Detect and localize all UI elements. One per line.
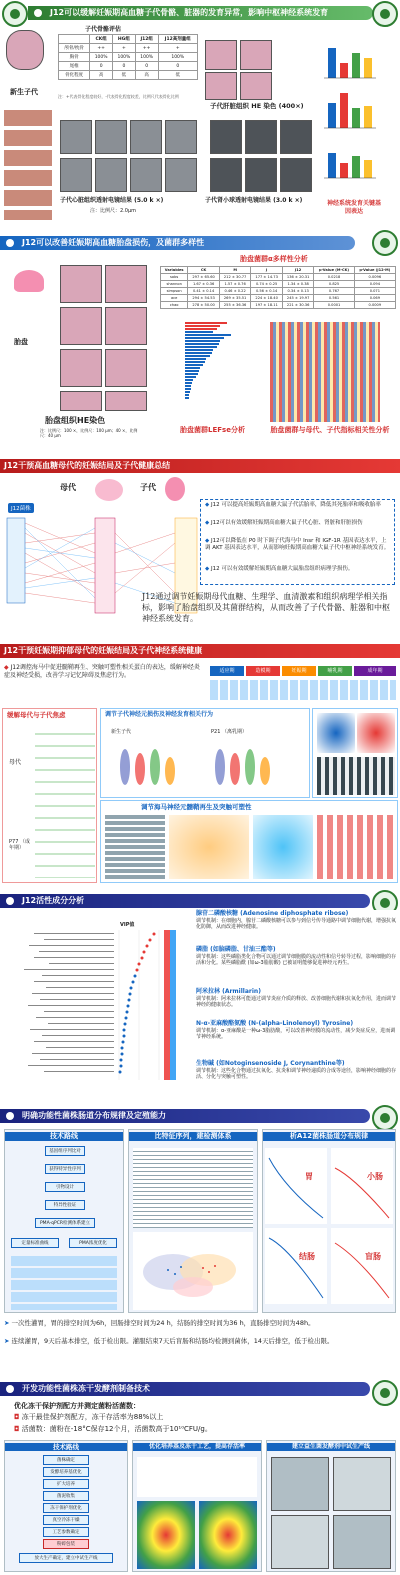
summary-point: ◆ J12 可以提高妊娠期高血糖大鼠子代活胎率，降低其死胎率和吸收胎率 [205, 502, 381, 508]
organ-label: 结肠 [299, 1252, 315, 1261]
vip-score-plot [4, 930, 184, 1090]
vip-title: VIP值 [120, 922, 135, 928]
panel-title: 调节子代神经元损伤及神经发育相关行为 [105, 711, 214, 718]
section-freeze-dried-starter [0, 1380, 400, 1575]
flow-step: 引物设计 [45, 1182, 85, 1192]
heart-sublabel: 注：比例尺：2.0μm [90, 208, 137, 214]
section-summary-hyperglycemia [0, 455, 400, 635]
diversity-table: Variables CK M J J12 p-Value (M-CK) p-Value (J12-M) sobs 297 ± 65.60 212 ± 30.77 177 ± 14.73 136 ± 20.31 0.0218 0.0096 shannon 1.67 ± 0.36 1.57 ± 0.76 0.74 ± 0.25 1.34 ± 0.38 0.825 0.094 simpson 0.41 ± 0.14 0.46 ± 0.22 0.56 ± 0.14 0.34 ± 0.13 0.767 0.071 ace 294 ± 54.53 269 ± 35.51 224 ± 18.40 245 ± 19.97 0.561 0.069 chao 278 ± 50.00 255 ± 36.36 197 ± 18.11 221 ± 30.36 0.0001 0.0009 [160, 266, 396, 309]
section-title-bar [0, 644, 400, 658]
newborn-photo-grid [4, 110, 52, 220]
bullet-icon [6, 897, 14, 905]
flow-step: 工艺参数确定 [43, 1527, 89, 1537]
lefse-label: 胎盘菌群LEFse分析 [180, 426, 245, 434]
panel-title: 建立益生菌发酵剂中试生产线 [267, 1443, 395, 1451]
panel-title: 调节海马神经元髓鞘再生及突触可塑性 [141, 803, 252, 811]
neuron-image-panel [312, 708, 398, 798]
panel-title: 析A12菌株肠道分布规律 [263, 1132, 395, 1141]
placenta-he-image [60, 391, 102, 411]
summary-point: ◆ J12 可以有效缓解妊娠期高血糖大鼠胎盘组织病理学损伤。 [205, 566, 354, 572]
summary-paragraph: J12通过调节妊娠期母代血糖、生理学、血清激素和组织病理学相关指标，影响了胎盘组织及其菌群结构，从而改善了子代骨骼、脏器和中枢神经系统发育。 [142, 592, 390, 624]
mother-label: 母代 [60, 483, 76, 492]
placenta-he-image [105, 265, 147, 303]
section-title-bar [0, 1382, 370, 1396]
section-title-bar [0, 894, 370, 908]
lefse-chart [185, 322, 255, 400]
section-title: 明确功能性菌株肠道分布规律及定殖能力 [22, 1111, 166, 1120]
bullet-icon [6, 1385, 14, 1393]
section-active-components [0, 890, 400, 1100]
section-title: J12活性成分分析 [22, 896, 85, 905]
summary-point: ◆ J12可以降低在 P0 时下调子代海马中 Insr 和 IGF-1R 基因表达水平，上调 AKT 基因表达水平，从而影响妊娠期高血糖大鼠子代中枢神经系统发育。 [205, 538, 390, 551]
equipment-photo [271, 1515, 329, 1569]
diversity-title: 胎盘菌群α多样性分析 [240, 255, 308, 263]
synapse-panel [100, 800, 398, 883]
he-sublabel: 注：比例尺：100 ×，比例尺：100 μm；40 ×，比例尺：40 μm [40, 428, 138, 438]
placenta-icon [14, 270, 44, 292]
distribution-bullet: ➤ 连续灌胃，9天后基本排空，低于检出限。灌服结束7天后盲肠和结肠均检测到菌体，14天后排空，低于检出限。 [4, 1337, 334, 1345]
flow-step: 放大生产确定，建立中试生产线 [19, 1553, 113, 1563]
placenta-he-image [105, 349, 147, 387]
heart-tem-image [165, 158, 197, 192]
panel-title: 技术路线 [5, 1443, 127, 1451]
placenta-label: 胎盘 [14, 338, 28, 346]
compound-item: 阿米拉林 (Armillarin) 调节机制：阿米拉林可能通过调节炎症介质的释放、改善细胞代谢和抗氧化作用，进而调节神经的健康状态。 [196, 988, 397, 1008]
equipment-photo [333, 1515, 391, 1569]
gene-expression-charts [320, 28, 378, 198]
compound-item: 腺苷二磷酸核糖 (Adenosine diphosphate ribose) 调节机制：在细胞内，腺苷二磷酸核糖可以参与到信号传导通路中调节细胞代谢，增强抗氧化防御，从而改进神经健康。 [196, 910, 397, 930]
lab-logo-icon [372, 1105, 398, 1131]
section-title: J12可以改善妊娠期高血糖胎盘损伤，及菌群多样性 [22, 238, 205, 247]
heart-tem-image [60, 120, 92, 154]
heart-tem-image [95, 120, 127, 154]
starter-point: ◘ 冻干最佳保护剂配方，冻干存活率为88%以上 [14, 1413, 164, 1421]
newborn-label: 新生子代 [111, 729, 132, 735]
section-title: J12可以缓解妊娠期高血糖子代骨骼、脏器的发育异常，影响中枢神经系统发育 [50, 8, 329, 17]
section-intestinal-distribution [0, 1105, 400, 1375]
liver-he-image [240, 40, 272, 70]
summary-point: ◆ J12可以有效缓解妊娠期高血糖大鼠子代心脏、肾脏和肝脏损伤 [205, 520, 363, 526]
compounds-list [196, 910, 398, 1095]
section-title-bar [28, 6, 373, 20]
section-title-bar [0, 459, 400, 473]
placenta-he-image [60, 307, 102, 345]
organ-label: 小肠 [367, 1172, 383, 1181]
tsne-scatter [133, 1232, 253, 1310]
flow-step: 特异性验证 [45, 1200, 85, 1210]
correlation-heatmap [270, 322, 380, 422]
distribution-panel [262, 1129, 396, 1313]
flow-step: 真空冷冻干燥 [43, 1515, 89, 1525]
liver-label: 子代肝脏组织 HE 染色 (400×) [210, 102, 304, 110]
distribution-bullet: ➤ 一次性灌胃，胃的排空时间为6h，回肠排空时间为24 h，结肠的排空时间为36 h，直肠排空时间为48h。 [4, 1319, 315, 1327]
flow-step: 菌株确定 [43, 1455, 89, 1465]
bullet-icon [6, 239, 14, 247]
section-title: 开发功能性菌株冻干发酵剂制备技术 [22, 1384, 150, 1393]
compound-item: N-α-亚麻酸酪氨酸 (N-(alpha-Linolenoyl) Tyrosine) 调节机制：α-亚麻酸是一种ω-3脂肪酸，可以改善神经膜的流动性，减少炎症反应，进而调节神经系统。 [196, 1020, 396, 1040]
panel-title: 技术路线 [5, 1132, 123, 1141]
kidney-tem-image [280, 158, 312, 192]
flow-step: 基因组序列比对 [45, 1146, 85, 1156]
kidney-tem-image [210, 120, 242, 154]
mom-label: 母代 [9, 759, 22, 766]
feature-sequence-panel [128, 1129, 258, 1313]
offspring-neuron-panel [100, 708, 310, 798]
starter-point: ◘ 活菌数：菌粉在-18°C保存12个月，活菌数高于10¹⁰CFU/g。 [14, 1425, 212, 1433]
panel-title: 缓解母代与子代焦虑 [7, 711, 66, 719]
uterus-icon [95, 479, 123, 501]
newborn-label: 新生子代 [10, 88, 38, 96]
kidney-tem-image [280, 120, 312, 154]
organ-label: 盲肠 [365, 1252, 381, 1261]
skeleton-table-title: 子代骨骼评估 [85, 26, 122, 33]
correlation-label: 胎盘菌群与母代、子代指标相关性分析 [270, 426, 390, 434]
liver-he-image [205, 72, 237, 100]
kidney-tem-image [210, 158, 242, 192]
neuro-label: 神经系统发育关键基因表达 [326, 200, 381, 215]
j12-strain-chip: J12菌株 [8, 503, 34, 513]
equipment-photo [333, 1457, 391, 1511]
lab-logo-icon [372, 1380, 398, 1406]
heart-tem-image [165, 120, 197, 154]
embryo-photo [6, 30, 44, 70]
placenta-he-image [60, 349, 102, 387]
p77-label: P77 （成年期） [9, 839, 30, 852]
flow-step: 定量标准曲线 [11, 1238, 59, 1248]
heart-tem-image [60, 158, 92, 192]
section-title: J12干预高血糖母代的妊娠结局及子代健康总结 [4, 461, 171, 470]
timeline-step: 造模期 [246, 666, 280, 676]
organ-label: 胃 [305, 1172, 313, 1181]
placenta-he-image [60, 265, 102, 303]
flow-step: PMA-qPCR检测体系建立 [35, 1218, 95, 1228]
timeline-step: 哺乳期 [318, 666, 352, 676]
kidney-label: 子代肾小球透射电镜结果 (3.0 k ×) [205, 197, 303, 204]
violin-plots [105, 737, 305, 797]
liver-he-image [240, 72, 272, 100]
p21-label: P21 （离乳期） [211, 729, 247, 735]
flow-step: 发酵培养基优化 [43, 1467, 89, 1477]
timeline-step: 成年期 [354, 666, 396, 676]
tech-route-panel [4, 1129, 124, 1313]
flow-step: 粉碎包装 [43, 1539, 89, 1549]
equipment-photo [271, 1457, 329, 1511]
gene-bar-chart [320, 28, 378, 198]
flow-step: 扩大培养 [43, 1479, 89, 1489]
offspring-label: 子代 [140, 483, 156, 492]
heart-tem-image [130, 120, 162, 154]
depression-point: ◆ J12调控海马中促进髓鞘再生、突触可塑性相关蛋白的表达，缓解神经炎症及神经受损，改善学习记忆障碍及焦虑行为。 [4, 664, 200, 679]
panel-title: 优化培养基及冻干工艺，提高存活率 [133, 1443, 261, 1451]
starter-tech-route [4, 1440, 128, 1572]
timeline-step: 妊娠期 [282, 666, 316, 676]
heart-label: 子代心脏组织透射电镜结果 (5.0 k ×) [60, 197, 164, 204]
section-offspring-development [0, 0, 400, 225]
lab-logo-icon [372, 1, 398, 27]
section-title: J12干预妊娠期抑郁母代的妊娠结局及子代神经系统健康 [4, 646, 203, 655]
section-title-bar [0, 236, 355, 250]
panel-title: 比特征序列，建检测体系 [129, 1132, 257, 1141]
liver-he-image [205, 40, 237, 70]
kidney-tem-image [245, 120, 277, 154]
section-placenta [0, 230, 400, 445]
bullet-icon [6, 1112, 14, 1120]
lab-logo-icon [2, 1, 28, 27]
flow-step: 冻干保护剂优化 [43, 1503, 89, 1513]
kidney-tem-image [245, 158, 277, 192]
summary-points-box [200, 499, 395, 585]
skeleton-table-note: 注：+代表骨化程度较好，-代表骨化程度较差，比例尺代表骨化比例 [58, 94, 179, 99]
flow-step: 获得特异性序列 [45, 1164, 85, 1174]
mother-anxiety-panel [2, 708, 97, 883]
section-depression [0, 640, 400, 885]
production-line-panel [266, 1440, 396, 1572]
bullet-icon [34, 9, 42, 17]
he-label: 胎盘组织HE染色 [45, 416, 106, 425]
compound-item: 磷脂 (如脑磷脂、甘油三酯等) 调节机制：这些磷脂类化合物可以通过调节细胞膜的流动性和信号转导过程，影响细胞的存活和分化。某些磷脂酰 (如ω-3脂肪酸) 已被证明能够促进神经元再生。 [196, 946, 397, 966]
starter-intro: 优化冻干保护剂配方并测定菌粉活菌数： [14, 1402, 140, 1410]
timeline [210, 666, 398, 706]
fetus-icon [165, 477, 185, 501]
flow-step: 菌泥收集 [43, 1491, 89, 1501]
flow-step: PMA浓度优化 [69, 1238, 117, 1248]
timeline-step: 适应期 [210, 666, 244, 676]
skeleton-table: CK组 HG组 J12组 J12高剂量组 颅骨/枕骨 ++ + ++ + 胸骨 100% 100% 100% 100% 尾椎 0 0 0 0 骨化程度 高 低 高 低 [58, 34, 198, 80]
compound-item: 生物碱 (如Notoginsenoside J, Corynanthine等) 调节机制：这些化合物通过抗氧化、抗炎和调节神经递质的合成等途径，影响神经细胞的存活、分化与突触可塑性。 [196, 1060, 397, 1080]
lab-logo-icon [372, 230, 398, 256]
placenta-he-image [105, 391, 147, 411]
heart-tem-image [130, 158, 162, 192]
placenta-he-image [105, 307, 147, 345]
section-title-bar [0, 1109, 370, 1123]
heart-tem-image [95, 158, 127, 192]
optimization-panel [132, 1440, 262, 1572]
